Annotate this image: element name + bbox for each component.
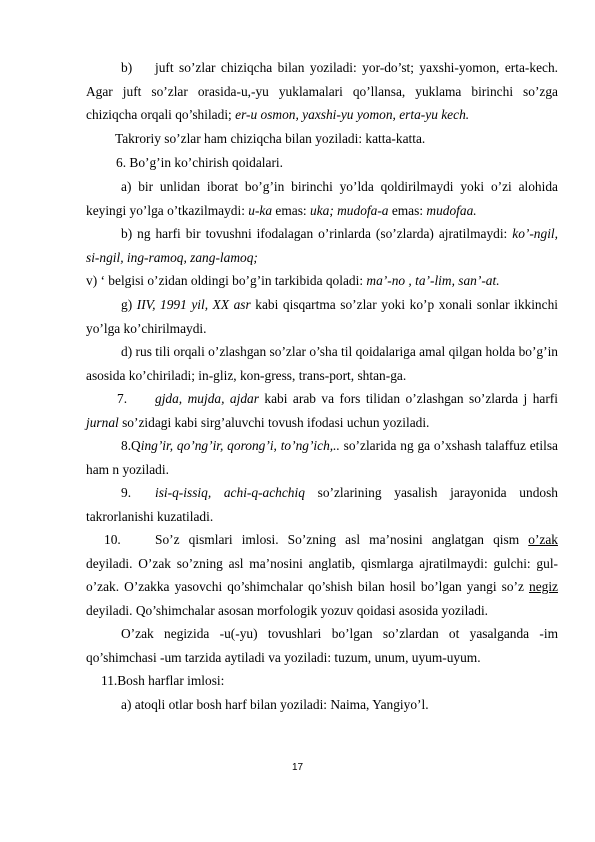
section-10-term-ozak: o’zak [528,532,558,547]
takroriy-text: Takroriy so’zlar ham chiziqcha bilan yoziladi: katta-katta. [115,131,426,146]
section-6-a-mid-2: emas: [388,202,427,218]
section-7-example: gjda, mujda, ajdar [155,391,259,406]
section-6-a-mid-1: emas: [272,202,310,218]
section-8-text: so’zlarida ng ga o’xshash talaffuz etilsa ham n yoziladi. [86,438,558,477]
section-6-a [86,175,558,222]
section-11-a [86,693,558,717]
section-6-b-example: ko’-ngil, si-ngil, ing-ramoq, zang-lamoq; [86,226,558,265]
section-6-a-example-3: mudofaa. [426,202,477,218]
section-6-v-example: ma’-no , ta’-lim, san’-at. [366,273,500,288]
section-11-heading [86,669,558,693]
section-11-heading-text: 11.Bosh harflar imlosi: [101,673,225,688]
section-10-text-1: So’z qismlari imlosi. So’zning asl ma’nosini anglatgan qism [155,532,529,547]
section-6-v [86,269,558,293]
item-label-b: b) [121,60,133,75]
section-6-v-text: v) ‘ belgisi o’zidan oldingi bo’g’in tarkibida qoladi: [86,273,367,288]
section-6-g-text: kabi qisqartma so’zlar yoki ko’p xonali sonlar ikkinchi yo’lga ko’chirilmaydi. [86,297,558,336]
section-6-d-text: d) rus tili orqali o’zlashgan so’zlar o’sha til qoidalariga amal qilgan holda bo’g’in asosida ko’chiriladi; in-gliz, kon-gress, trans-port, shtan-ga. [86,344,558,383]
section-10-text-3: deyiladi. Qo’shimchalar asosan morfologik yozuv qoidasi asosida yoziladi. [86,602,489,618]
section-6-heading [86,151,558,175]
section-6-a-text: a) bir unlidan iborat bo’g’in birinchi yo’lda qoldirilmaydi yoki o’zi alohida keyingi yo’lga o’tkazilmaydi: [86,179,558,218]
paragraph-b [86,56,558,127]
section-6-g-example: IIV, 1991 yil, XX asr [136,297,251,312]
section-7 [86,387,558,434]
section-8-example: ing’ir, qo’ng’ir, qorong’i, to’ng’ich,.. [140,438,340,453]
section-10 [86,528,558,622]
paragraph-ozak-negizida [86,622,558,669]
section-8 [86,434,558,481]
ozak-negizida-text: O’zak negizida -u(-yu) tovushlari bo’lgan so’zlardan ot yasalganda -im qo’shimchasi -um tarzida aytiladi va yoziladi: tuzum, unum, uyum-uyum. [86,626,558,665]
section-7-example-2: jurnal [86,414,119,430]
section-9-number: 9. [121,485,132,500]
section-9-text: so’zlarining yasalish jarayonida undosh takrorlanishi kuzatiladi. [86,485,558,524]
section-6-heading-text: 6. Bo’g’in ko’chirish qoidalari. [116,155,283,170]
section-10-number: 10. [104,532,121,547]
section-6-b-text: b) ng harfi bir tovushni ifodalagan o’rinlarda (so’zlarda) ajratilmaydi: [121,226,513,241]
section-6-g [86,293,558,340]
section-7-text-2: so’zidagi kabi sirg’aluvchi tovush ifodasi uchun yoziladi. [118,414,430,430]
section-6-a-example-2: uka; mudofa-a [310,202,389,218]
section-6-a-example-1: u-ka [248,202,273,218]
section-8-lead: 8.Q [121,438,141,453]
section-10-text-2: deyiladi. O’zak so’zning asl ma’nosini anglatib, qismlarga ajratilmaydi: gulchi: gul-o’zak. O’zakka yasovchi qo’shimchalar qo’shish bilan hosil bo’lgan yangi so’z [86,555,558,594]
section-6-g-label: g) [121,297,137,312]
section-6-d [86,340,558,387]
page-number: 17 [291,762,304,773]
paragraph-b-example: er-u osmon, yaxshi-yu yomon, erta-yu kech. [235,107,470,122]
section-7-number: 7. [117,391,128,406]
section-6-b [86,222,558,269]
paragraph-takroriy [86,127,558,151]
section-11-a-text: a) atoqli otlar bosh harf bilan yoziladi: Naima, Yangiyo’l. [121,697,429,712]
paragraph-b-text: juft so’zlar chiziqcha bilan yoziladi: yor-do’st; yaxshi-yomon, erta-kech. Agar juft so’zlar orasida-u,-yu yuklamalari qo’llansa, yuklama birinchi so’zga chiziqcha orqali qo’shiladi; [86,60,558,122]
section-9 [86,481,558,528]
section-10-term-negiz: negiz [529,579,558,594]
section-7-text: kabi arab va fors tilidan o’zlashgan so’zlarda j harfi [258,391,558,406]
section-9-example: isi-q-issiq, achi-q-achchiq [155,485,305,500]
